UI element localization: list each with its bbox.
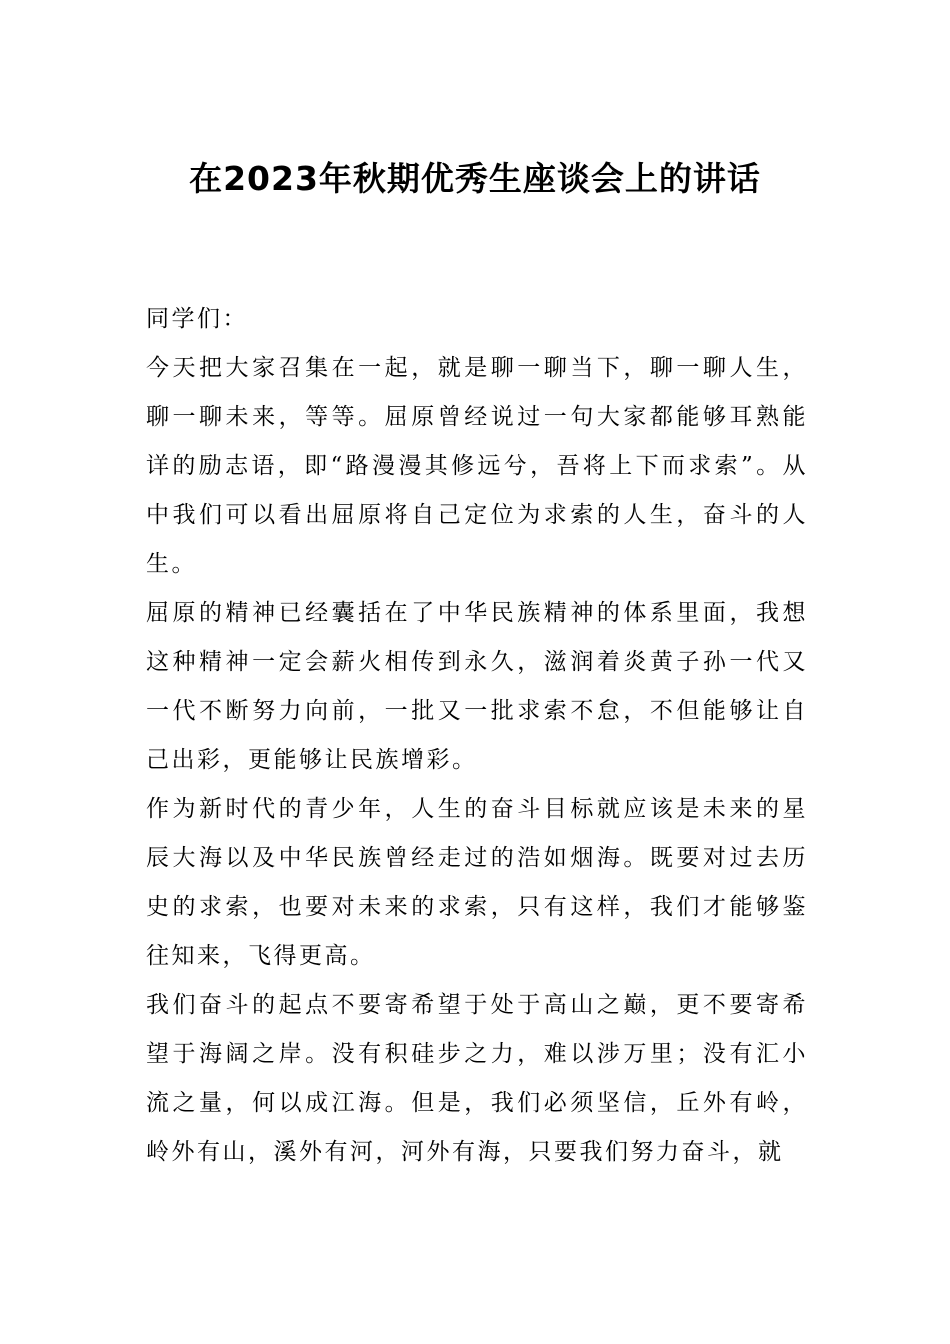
paragraph: 今天把大家召集在一起，就是聊一聊当下，聊一聊人生，聊一聊未来，等等。屈原曾经说过一句大家都能够耳熟能详的励志语，即“路漫漫其修远兮，吾将上下而求索”。从中我们可以看出屈原将自己定位为求索的人生，奋斗的人生。 bbox=[146, 355, 808, 577]
document-body bbox=[146, 295, 808, 1177]
paragraph: 作为新时代的青少年，人生的奋斗目标就应该是未来的星辰大海以及中华民族曾经走过的浩如烟海。既要对过去历史的求索，也要对未来的求索，只有这样，我们才能够鉴往知来，飞得更高。 bbox=[146, 796, 808, 969]
paragraph: 屈原的精神已经囊括在了中华民族精神的体系里面，我想这种精神一定会薪火相传到永久，滋润着炎黄子孙一代又一代不断努力向前，一批又一批求索不怠，不但能够让自己出彩，更能够让民族增彩。 bbox=[146, 600, 808, 773]
paragraph: 我们奋斗的起点不要寄希望于处于高山之巅，更不要寄希望于海阔之岸。没有积硅步之力，难以涉万里；没有汇小流之量，何以成江海。但是，我们必须坚信，丘外有岭，岭外有山，溪外有河，河外有海，只要我们努力奋斗，就 bbox=[146, 992, 808, 1165]
salutation: 同学们： bbox=[146, 306, 248, 332]
document-title: 在2023年秋期优秀生座谈会上的讲话 bbox=[189, 159, 761, 198]
